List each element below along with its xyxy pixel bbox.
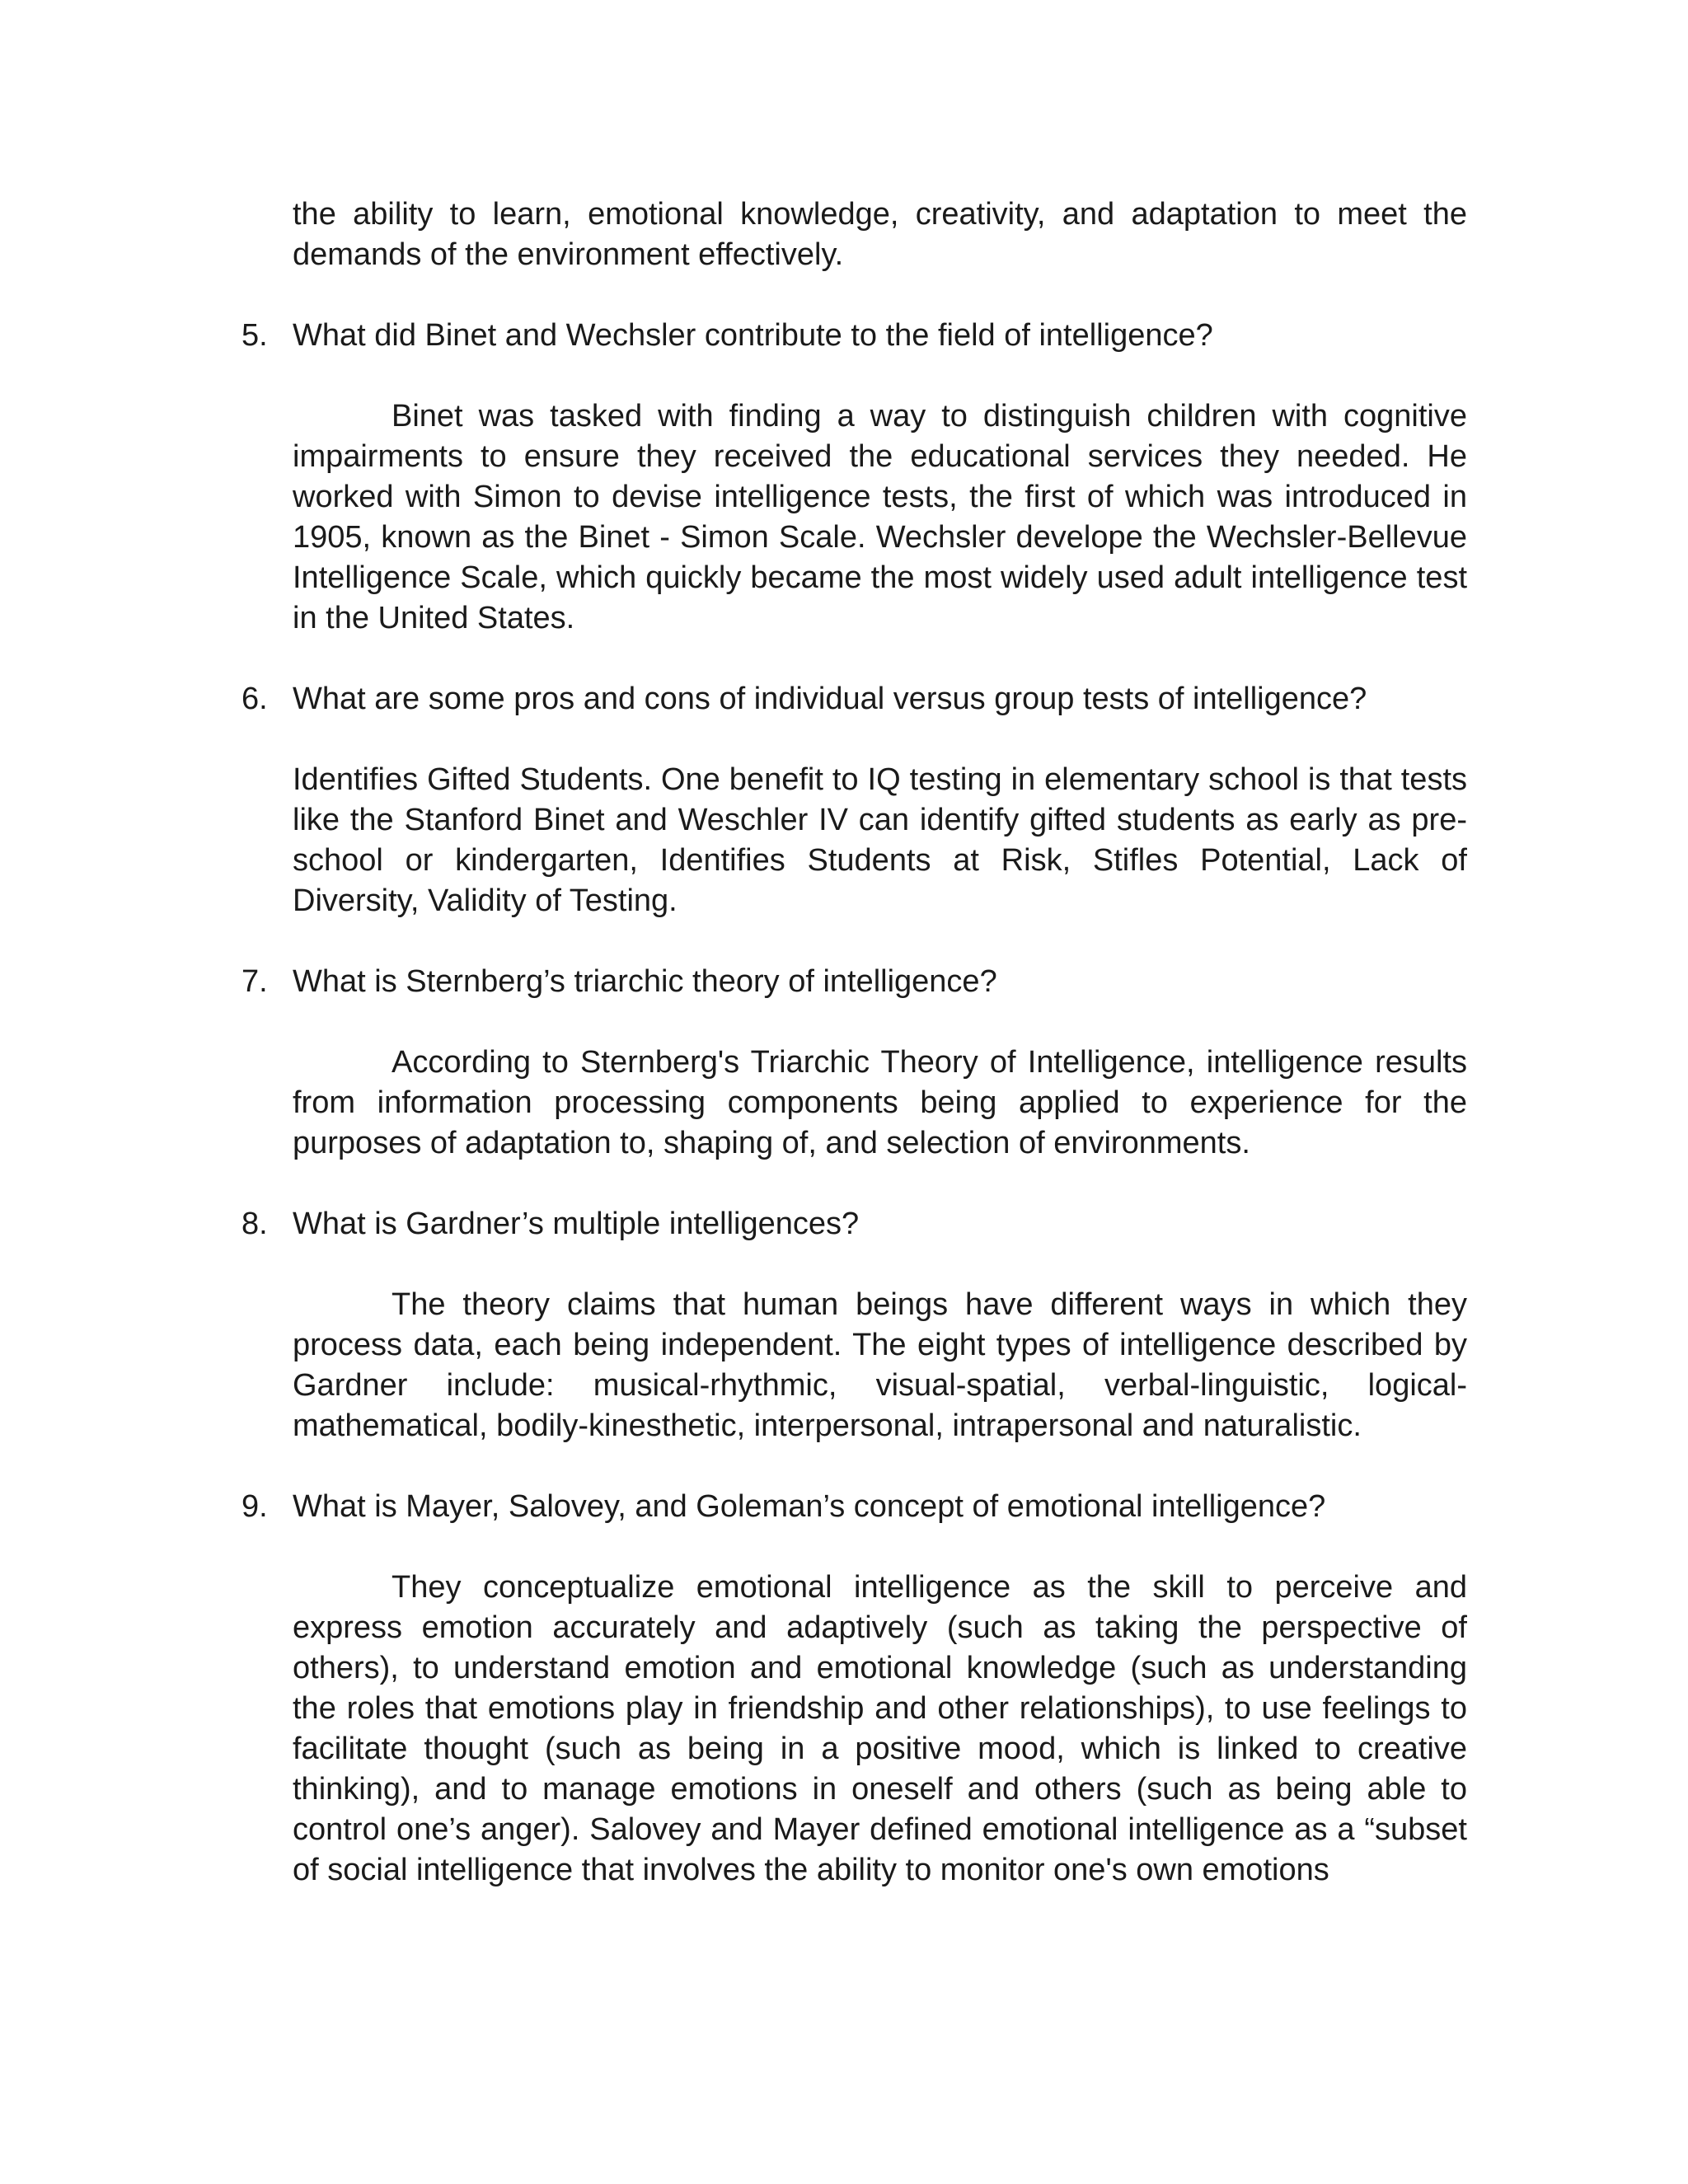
answer-6: Identifies Gifted Students. One benefit to IQ testing in elementary school is that tests like the Stanford Binet and Weschler IV can identify gifted students as early as pre-school or kindergarten, Identifies Students at Risk, Stifles Potential, Lack of Diversity, Validity of Testing. — [293, 762, 1467, 918]
answer-8: The theory claims that human beings have different ways in which they process data, each being independent. The eight types of intelligence described by Gardner include: musical-rhythmic, visual-spatial, verbal-linguistic, logical-mathematical, bodily-kinesthetic, interpersonal, intrapersonal and naturalistic. — [293, 1287, 1467, 1443]
question-7 — [241, 962, 1467, 1002]
question-number: 6. — [241, 682, 268, 716]
question-number: 7. — [241, 964, 268, 999]
question-5 — [241, 316, 1467, 356]
question-text: What is Sternberg’s triarchic theory of intelligence? — [293, 964, 997, 999]
document-body — [241, 194, 1467, 1891]
question-number: 9. — [241, 1489, 268, 1524]
question-text: What are some pros and cons of individual versus group tests of intelligence? — [293, 682, 1367, 716]
question-text: What is Gardner’s multiple intelligences? — [293, 1207, 860, 1241]
question-text: What is Mayer, Salovey, and Goleman’s concept of emotional intelligence? — [293, 1489, 1326, 1524]
question-number: 5. — [241, 318, 268, 353]
question-8 — [241, 1204, 1467, 1244]
question-number: 8. — [241, 1207, 268, 1241]
question-text: What did Binet and Wechsler contribute to the field of intelligence? — [293, 318, 1213, 353]
intro-paragraph: the ability to learn, emotional knowledge, creativity, and adaptation to meet the demands of the environment effectively. — [293, 197, 1467, 272]
answer-5: Binet was tasked with finding a way to distinguish children with cognitive impairments to ensure they received the educational services they needed. He worked with Simon to devise intelligence tests, the first of which was introduced in 1905, known as the Binet - Simon Scale. Wechsler develope the Wechsler-Bellevue Intelligence Scale, which quickly became the most widely used adult intelligence test in the United States. — [293, 399, 1467, 635]
answer-7: According to Sternberg's Triarchic Theory of Intelligence, intelligence results from information processing components being applied to experience for the purposes of adaptation to, shaping of, and selection of environments. — [293, 1045, 1467, 1160]
question-9 — [241, 1487, 1467, 1527]
answer-9: They conceptualize emotional intelligence as the skill to perceive and express emotion accurately and adaptively (such as taking the perspective of others), to understand emotion and emotional knowledge (such as understanding the roles that emotions play in friendship and other relationships), to use feelings to facilitate thought (such as being in a positive mood, which is linked to creative thinking), and to manage emotions in oneself and others (such as being able to control one’s anger). Salovey and Mayer defined emotional intelligence as a “subset of social intelligence that involves the ability to monitor one's own emotions — [293, 1570, 1467, 1887]
question-6 — [241, 679, 1467, 719]
